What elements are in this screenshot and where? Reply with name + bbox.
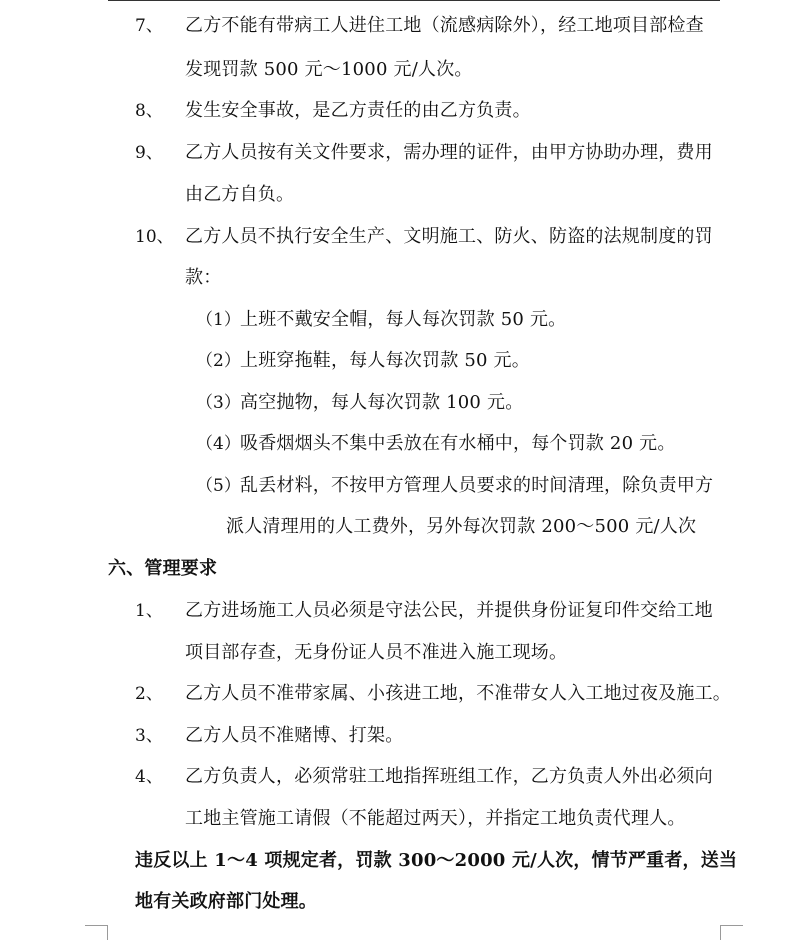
- item-text: 项目部存查，无身份证人员不准进入施工现场。: [185, 642, 568, 663]
- item-number: 7、: [135, 16, 163, 36]
- item-text: 发现罚款 500 元～1000 元/人次。: [185, 59, 473, 80]
- item-number: 4、: [135, 767, 163, 787]
- item-text: 由乙方自负。: [185, 184, 295, 205]
- sub-item-number: （3）: [196, 393, 241, 413]
- item-text: 乙方人员不准带家属、小孩进工地，不准带女人入工地过夜及施工。: [185, 683, 731, 704]
- penalty-text: 地有关政府部门处理。: [135, 891, 317, 912]
- sub-item-number: （1）: [196, 310, 241, 330]
- top-rule: [108, 0, 720, 1]
- section-heading: 六、管理要求: [108, 558, 218, 579]
- page-corner-mark: [85, 925, 108, 940]
- sub-item-text: 吸香烟烟头不集中丢放在有水桶中，每个罚款 20 元。: [240, 433, 676, 454]
- sub-item-text: 高空抛物，每人每次罚款 100 元。: [240, 392, 524, 413]
- sub-item-text: 乱丢材料，不按甲方管理人员要求的时间清理，除负责甲方: [240, 475, 714, 496]
- sub-item-number: （2）: [196, 351, 241, 371]
- item-number: 1、: [135, 601, 163, 621]
- item-number: 8、: [135, 101, 163, 121]
- item-text: 乙方负责人，必须常驻工地指挥班组工作，乙方负责人外出必须向: [185, 766, 713, 787]
- item-text: 乙方人员不准赌博、打架。: [185, 725, 404, 746]
- item-text: 乙方人员按有关文件要求，需办理的证件，由甲方协助办理，费用: [185, 142, 713, 163]
- item-text: 发生安全事故，是乙方责任的由乙方负责。: [185, 100, 531, 121]
- penalty-text: 违反以上 1～4 项规定者，罚款 300～2000 元/人次，情节严重者，送当: [135, 850, 738, 871]
- page-corner-mark: [720, 925, 743, 940]
- item-text: 乙方不能有带病工人进住工地（流感病除外），经工地项目部检查: [185, 15, 704, 36]
- item-number: 10、: [135, 227, 174, 247]
- item-text: 工地主管施工请假（不能超过两天），并指定工地负责代理人。: [185, 808, 686, 829]
- item-number: 9、: [135, 143, 163, 163]
- item-number: 3、: [135, 726, 163, 746]
- item-number: 2、: [135, 684, 163, 704]
- item-text: 乙方人员不执行安全生产、文明施工、防火、防盗的法规制度的罚: [185, 226, 713, 247]
- sub-item-number: （5）: [196, 476, 241, 496]
- item-text: 乙方进场施工人员必须是守法公民，并提供身份证复印件交给工地: [185, 600, 713, 621]
- item-text: 款：: [185, 267, 222, 288]
- sub-item-text: 派人清理用的人工费外，另外每次罚款 200～500 元/人次: [226, 516, 697, 537]
- sub-item-number: （4）: [196, 434, 241, 454]
- sub-item-text: 上班穿拖鞋，每人每次罚款 50 元。: [240, 350, 530, 371]
- sub-item-text: 上班不戴安全帽，每人每次罚款 50 元。: [240, 309, 567, 330]
